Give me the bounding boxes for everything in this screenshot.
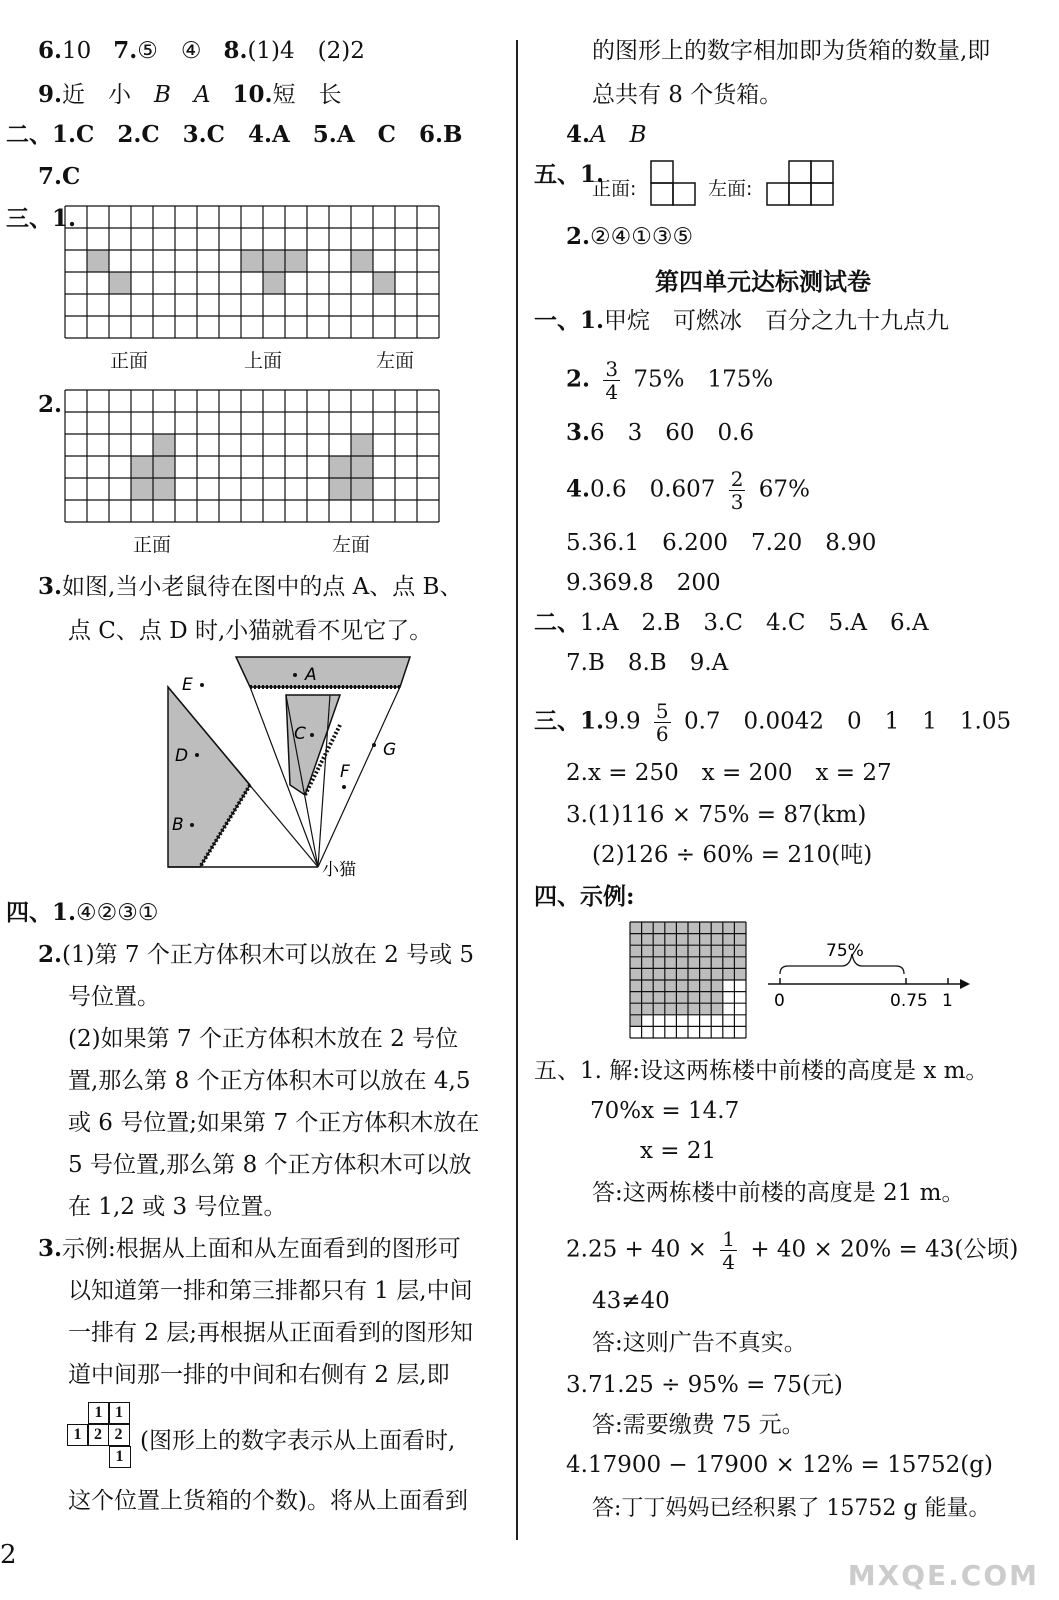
shaded-cell — [700, 1003, 712, 1015]
c3: 3.(1)116 × 75% = 87(km) — [566, 802, 867, 828]
shaded-cell — [665, 1003, 677, 1015]
shaded-cell — [676, 934, 688, 946]
nl-1: 1 — [942, 991, 953, 1011]
r-q4: 4.A B — [566, 121, 647, 148]
shaded-cell — [700, 980, 712, 992]
e11: 答:丁丁妈妈已经积累了 15752 g 能量。 — [592, 1496, 991, 1521]
e9: 答:需要缴费 75 元。 — [592, 1412, 805, 1438]
shaded-cell — [653, 922, 665, 934]
q3-line1: 3.如图,当小老鼠待在图中的点 A、点 B、 — [38, 573, 463, 600]
e4: 答:这两栋楼中前楼的高度是 21 m。 — [592, 1180, 965, 1206]
r-section5-label: 五、1. — [534, 161, 605, 188]
s4q2-l1: 2.(1)第 7 个正方体积木可以放在 2 号或 5 — [38, 941, 475, 968]
c1: 三、1.9.9 $\frac{5}{6}$ 0.7 0.0042 0 1 1 1.05 — [534, 699, 1012, 746]
shaded-cell — [642, 957, 654, 969]
shaded-cell — [711, 957, 723, 969]
shaded-cell — [723, 922, 735, 934]
c4: (2)126 ÷ 60% = 210(吨) — [592, 842, 873, 868]
s4q2-l2: 号位置。 — [68, 984, 160, 1010]
shaded-cell — [241, 250, 263, 272]
e2: 70%x = 14.7 — [590, 1098, 740, 1124]
shaded-cell — [642, 1003, 654, 1015]
shaded-cell — [711, 934, 723, 946]
shaded-cell — [630, 957, 642, 969]
caption-left: 左面 — [376, 350, 415, 372]
grid-cell: 1 — [108, 1402, 130, 1424]
grid-cell: 2 — [108, 1424, 130, 1446]
shaded-cell — [630, 968, 642, 980]
shaded-cell — [688, 957, 700, 969]
a5: 5.36.1 6.200 7.20 8.90 — [566, 530, 877, 556]
shaded-cell — [700, 922, 712, 934]
grid-cell: 2 — [87, 1424, 109, 1446]
s4q2-l5: 或 6 号位置;如果第 7 个正方体积木放在 — [68, 1110, 480, 1136]
shaded-cell — [665, 980, 677, 992]
s4q3-l6: 这个位置上货箱的个数)。将从上面看到 — [68, 1488, 468, 1514]
e5: 2.25 + 40 × $\frac{1}{4}$ + 40 × 20% = 43(公顷) — [566, 1227, 1019, 1274]
shaded-cell — [734, 922, 746, 934]
a2: 2. $\frac{3}{4}$ 75% 175% — [566, 357, 774, 404]
shaded-cell — [700, 992, 712, 1004]
s4q3-l3: 一排有 2 层;再根据从正面看到的图形知 — [68, 1320, 474, 1346]
shaded-cell — [688, 968, 700, 980]
shaded-cell — [734, 934, 746, 946]
shaded-cell — [676, 945, 688, 957]
shaded-cell — [711, 992, 723, 1004]
shaded-cell — [373, 272, 395, 294]
b2: 7.B 8.B 9.A — [566, 650, 729, 676]
shaded-cell — [665, 968, 677, 980]
caption2-front: 正面 — [133, 534, 172, 556]
shaded-cell — [688, 1003, 700, 1015]
e1: 五、1. 解:设这两栋楼中前楼的高度是 x m。 — [534, 1058, 989, 1084]
number-grid — [68, 1402, 131, 1468]
label-g: G — [383, 740, 397, 760]
caption2-left: 左面 — [332, 534, 371, 556]
label-a: A — [305, 665, 317, 685]
q2-label: 2. — [38, 391, 63, 418]
answer-line-9-10: 9.近 小 B A 10.短 长 — [38, 81, 342, 108]
shaded-cell — [263, 272, 285, 294]
s4q3-l4: 道中间那一排的中间和右侧有 2 层,即 — [68, 1362, 450, 1388]
s4q3-l5: (图形上的数字表示从上面看时, — [140, 1428, 456, 1454]
caption-front: 正面 — [110, 350, 149, 372]
shaded-cell — [665, 945, 677, 957]
s4q2-l3: (2)如果第 7 个正方体积木放在 2 号位 — [68, 1026, 459, 1052]
shaded-cell — [642, 968, 654, 980]
shaded-cell — [688, 992, 700, 1004]
shaded-cell — [700, 934, 712, 946]
shaded-cell — [109, 272, 131, 294]
shaded-cell — [676, 957, 688, 969]
section-3-label: 三、1. — [6, 205, 77, 232]
d-section: 四、示例: — [534, 883, 635, 910]
shaded-cell — [723, 957, 735, 969]
shaded-cell — [653, 934, 665, 946]
shaded-cell — [630, 1003, 642, 1015]
shaded-cell — [329, 478, 351, 500]
shaded-cell — [642, 934, 654, 946]
r-line1: 的图形上的数字相加即为货箱的数量,即 — [592, 38, 991, 64]
shaded-cell — [676, 980, 688, 992]
shaded-cell — [676, 968, 688, 980]
shaded-cell — [723, 945, 735, 957]
hundred-grid — [630, 922, 750, 1040]
shaded-cell — [711, 1003, 723, 1015]
answer-line-6-8: 6.10 7.⑤ ④ 8.(1)4 (2)2 — [38, 37, 365, 64]
shaded-cell — [630, 992, 642, 1004]
left-view-shape — [766, 160, 838, 210]
nl-pct: 75% — [826, 941, 864, 961]
shaded-cell — [688, 945, 700, 957]
shaded-cell — [734, 968, 746, 980]
shaded-cell — [630, 945, 642, 957]
shaded-cell — [700, 957, 712, 969]
label-f: F — [340, 762, 350, 782]
shaded-cell — [153, 456, 175, 478]
shaded-cell — [153, 478, 175, 500]
e6: 43≠40 — [592, 1288, 670, 1314]
shaded-cell — [711, 945, 723, 957]
shaded-cell — [665, 922, 677, 934]
label-e: E — [182, 675, 193, 695]
unit-heading: 第四单元达标测试卷 — [655, 268, 871, 296]
shaded-cell — [87, 250, 109, 272]
s4q3-l2: 以知道第一排和第三排都只有 1 层,中间 — [68, 1278, 473, 1304]
q3-line2: 点 C、点 D 时,小猫就看不见它了。 — [68, 618, 433, 644]
watermark: MXQE.COM — [847, 1559, 1039, 1592]
r-left-label: 左面: — [708, 178, 753, 200]
shaded-cell — [688, 922, 700, 934]
shaded-cell — [351, 478, 373, 500]
shaded-cell — [642, 922, 654, 934]
shaded-cell — [329, 456, 351, 478]
shaded-cell — [131, 478, 153, 500]
shaded-cell — [630, 1015, 642, 1027]
shaded-cell — [653, 1003, 665, 1015]
b1: 二、1.A 2.B 3.C 4.C 5.A 6.A — [534, 609, 929, 636]
wall-top — [236, 657, 410, 687]
shaded-cell — [665, 957, 677, 969]
views-grid-1 — [65, 206, 445, 338]
fraction: $\frac{3}{4}$ — [605, 357, 619, 404]
shaded-cell — [711, 968, 723, 980]
label-b: B — [172, 815, 184, 835]
shaded-cell — [630, 980, 642, 992]
shaded-cell — [653, 945, 665, 957]
shaded-cell — [653, 980, 665, 992]
nl-0: 0 — [774, 991, 785, 1011]
e3: x = 21 — [640, 1138, 717, 1164]
shaded-cell — [642, 992, 654, 1004]
shaded-cell — [723, 968, 735, 980]
shaded-cell — [711, 980, 723, 992]
s4q3-l1: 3.示例:根据从上面和从左面看到的图形可 — [38, 1235, 461, 1262]
shaded-cell — [688, 934, 700, 946]
grid-cell: 1 — [88, 1402, 110, 1424]
shaded-cell — [700, 945, 712, 957]
label-d: D — [175, 746, 189, 766]
wall-left — [168, 687, 250, 867]
fraction: $\frac{5}{6}$ — [655, 699, 669, 746]
r-q5-2: 2.②④①③⑤ — [566, 223, 694, 250]
shaded-cell — [734, 957, 746, 969]
shaded-cell — [723, 934, 735, 946]
e10: 4.17900 − 17900 × 12% = 15752(g) — [566, 1452, 993, 1478]
shaded-cell — [630, 922, 642, 934]
s4q2-l7: 在 1,2 或 3 号位置。 — [68, 1194, 287, 1220]
a1: 一、1.甲烷 可燃冰 百分之九十九点九 — [534, 307, 950, 334]
a4: 4.0.6 0.607 $\frac{2}{3}$ 67% — [566, 467, 810, 514]
shaded-cell — [734, 945, 746, 957]
section-2-answers: 二、1.C 2.C 3.C 4.A 5.A C 6.B — [6, 121, 463, 148]
fraction: $\frac{2}{3}$ — [730, 467, 744, 514]
shaded-cell — [630, 934, 642, 946]
shaded-cell — [351, 434, 373, 456]
e8: 3.71.25 ÷ 95% = 75(元) — [566, 1372, 843, 1398]
shaded-cell — [351, 250, 373, 272]
label-c: C — [294, 724, 306, 744]
shaded-cell — [285, 250, 307, 272]
cat-sight-diagram — [160, 655, 420, 880]
grid-cell: 1 — [109, 1446, 131, 1468]
shaded-cell — [153, 434, 175, 456]
fraction: $\frac{1}{4}$ — [722, 1227, 736, 1274]
shaded-cell — [711, 922, 723, 934]
shaded-cell — [676, 992, 688, 1004]
shaded-cell — [665, 934, 677, 946]
shaded-cell — [263, 250, 285, 272]
s4q2-l4: 置,那么第 8 个正方体积木可以放在 4,5 — [68, 1068, 471, 1094]
e7: 答:这则广告不真实。 — [592, 1330, 807, 1356]
r-line2: 总共有 8 个货箱。 — [592, 82, 783, 108]
page-number: 2 — [0, 1540, 17, 1570]
a6: 9.369.8 200 — [566, 570, 721, 596]
number-line — [764, 938, 974, 1018]
shaded-cell — [653, 968, 665, 980]
caption-top: 上面 — [244, 350, 283, 372]
section-2-answer-7: 7.C — [38, 163, 81, 190]
r-front-label: 正面: — [592, 178, 637, 200]
nl-075: 0.75 — [890, 991, 928, 1011]
shaded-cell — [676, 922, 688, 934]
grid-cell: 1 — [67, 1424, 89, 1446]
shaded-cell — [653, 957, 665, 969]
label-cat: 小猫 — [322, 860, 356, 880]
shaded-cell — [642, 980, 654, 992]
shaded-cell — [665, 992, 677, 1004]
s4q2-l6: 5 号位置,那么第 8 个正方体积木可以放 — [68, 1152, 472, 1178]
shaded-cell — [131, 456, 153, 478]
shaded-cell — [688, 980, 700, 992]
column-divider — [516, 40, 518, 1540]
views-grid-2 — [65, 390, 445, 524]
shaded-cell — [351, 456, 373, 478]
shaded-cell — [653, 992, 665, 1004]
a3: 3.6 3 60 0.6 — [566, 419, 755, 446]
shaded-cell — [700, 968, 712, 980]
shaded-cell — [676, 1003, 688, 1015]
shaded-cell — [642, 945, 654, 957]
c2: 2.x = 250 x = 200 x = 27 — [566, 760, 892, 786]
section-4-q1: 四、1.④②③① — [6, 899, 159, 926]
front-view-shape — [650, 160, 700, 210]
